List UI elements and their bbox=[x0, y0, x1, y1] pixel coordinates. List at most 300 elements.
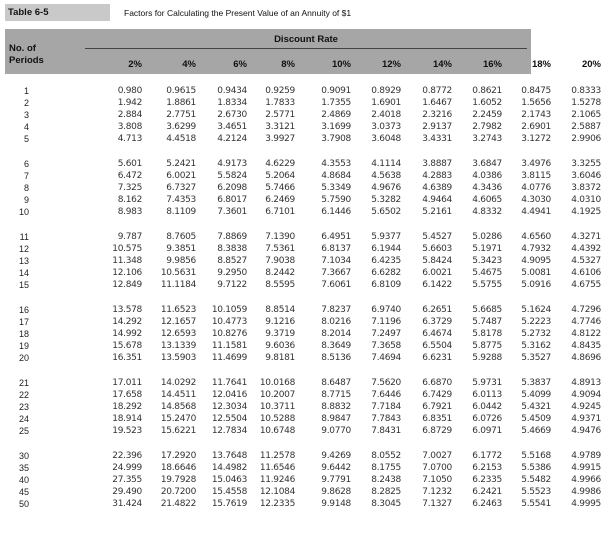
value-cell: 9.8181 bbox=[265, 353, 295, 364]
rate-header-6: 14% bbox=[432, 59, 452, 70]
period-cell: 25 bbox=[18, 426, 29, 437]
value-cell: 8.2438 bbox=[371, 475, 401, 486]
value-cell: 6.4674 bbox=[422, 329, 452, 340]
value-cell: 4.5327 bbox=[571, 256, 601, 267]
value-cell: 5.1971 bbox=[472, 244, 502, 255]
value-cell: 31.424 bbox=[112, 499, 142, 510]
period-cell: 35 bbox=[18, 463, 29, 474]
document bbox=[5, 3, 601, 524]
value-cell: 9.3851 bbox=[166, 244, 196, 255]
value-cell: 14.0292 bbox=[160, 378, 196, 388]
value-cell: 4.7296 bbox=[571, 305, 601, 315]
value-cell: 11.4699 bbox=[211, 353, 247, 364]
value-cell: 7.0027 bbox=[422, 451, 452, 461]
value-cell: 7.8431 bbox=[371, 426, 401, 437]
value-cell: 5.6685 bbox=[472, 305, 502, 315]
period-cell: 22 bbox=[18, 390, 29, 401]
value-cell: 4.6229 bbox=[265, 159, 295, 169]
value-cell: 7.3667 bbox=[321, 268, 351, 279]
value-cell: 4.1925 bbox=[571, 207, 601, 218]
value-cell: 1.942 bbox=[117, 98, 142, 109]
value-cell: 8.162 bbox=[117, 195, 142, 206]
value-cell: 7.9038 bbox=[265, 256, 295, 267]
value-cell: 5.5482 bbox=[521, 475, 551, 486]
value-cell: 5.9731 bbox=[472, 378, 502, 388]
value-cell: 7.325 bbox=[117, 183, 142, 194]
value-cell: 4.5638 bbox=[371, 171, 401, 182]
period-cell: 45 bbox=[18, 487, 29, 498]
value-cell: 4.8332 bbox=[472, 207, 502, 218]
value-cell: 8.1755 bbox=[371, 463, 401, 474]
rate-header-3: 8% bbox=[281, 59, 295, 70]
value-cell: 11.9246 bbox=[259, 475, 295, 486]
value-cell: 17.011 bbox=[112, 378, 142, 388]
table-header bbox=[5, 29, 601, 74]
value-cell: 0.9259 bbox=[265, 86, 295, 96]
value-cell: 12.6593 bbox=[160, 329, 196, 340]
periods-header bbox=[9, 43, 44, 67]
value-cell: 12.1084 bbox=[259, 487, 295, 498]
value-cell: 5.9377 bbox=[371, 232, 401, 242]
value-cell: 7.0700 bbox=[422, 463, 452, 474]
value-cell: 3.808 bbox=[117, 122, 142, 133]
value-cell: 9.8628 bbox=[321, 487, 351, 498]
value-cell: 5.3349 bbox=[321, 183, 351, 194]
value-cell: 9.7122 bbox=[217, 280, 247, 291]
period-cell: 24 bbox=[18, 414, 29, 425]
value-cell: 5.4509 bbox=[521, 414, 551, 425]
value-cell: 11.348 bbox=[112, 256, 142, 267]
value-cell: 14.8568 bbox=[160, 402, 196, 413]
value-cell: 4.9371 bbox=[571, 414, 601, 425]
rate-header-5: 12% bbox=[381, 59, 401, 70]
value-cell: 4.4518 bbox=[166, 134, 196, 145]
value-cell: 5.0286 bbox=[472, 232, 502, 242]
value-cell: 5.0916 bbox=[521, 280, 551, 291]
value-cell: 4.6065 bbox=[472, 195, 502, 206]
value-cell: 5.2421 bbox=[166, 159, 196, 169]
value-cell: 6.2463 bbox=[472, 499, 502, 510]
value-cell: 4.2883 bbox=[422, 171, 452, 182]
value-cell: 4.8435 bbox=[571, 341, 601, 352]
value-cell: 8.5595 bbox=[265, 280, 295, 291]
value-cell: 4.7746 bbox=[571, 317, 601, 328]
value-cell: 15.7619 bbox=[211, 499, 247, 510]
value-cell: 4.8684 bbox=[321, 171, 351, 182]
value-cell: 4.9173 bbox=[217, 159, 247, 169]
value-cell: 3.6048 bbox=[371, 134, 401, 145]
period-cell: 15 bbox=[18, 280, 29, 291]
value-cell: 2.6901 bbox=[521, 122, 551, 133]
value-cell: 0.8772 bbox=[422, 86, 452, 96]
period-cell: 14 bbox=[18, 268, 29, 279]
value-cell: 4.6106 bbox=[571, 268, 601, 279]
value-cell: 4.4941 bbox=[521, 207, 551, 218]
value-cell: 3.3255 bbox=[571, 159, 601, 169]
period-cell: 8 bbox=[23, 183, 29, 194]
value-cell: 6.0442 bbox=[472, 402, 502, 413]
value-cell: 15.4558 bbox=[211, 487, 247, 498]
value-cell: 5.4099 bbox=[521, 390, 551, 401]
value-cell: 7.5361 bbox=[265, 244, 295, 255]
title-row bbox=[5, 3, 531, 22]
value-cell: 1.7833 bbox=[265, 98, 295, 109]
period-cell: 2 bbox=[23, 98, 29, 109]
value-cell: 13.7648 bbox=[211, 451, 247, 461]
value-cell: 5.601 bbox=[117, 159, 142, 169]
value-cell: 3.2743 bbox=[472, 134, 502, 145]
value-cell: 0.9615 bbox=[166, 86, 196, 96]
value-cell: 6.2335 bbox=[472, 475, 502, 486]
value-cell: 6.8017 bbox=[217, 195, 247, 206]
value-cell: 7.1327 bbox=[422, 499, 452, 510]
value-cell: 4.6389 bbox=[422, 183, 452, 194]
value-cell: 7.7184 bbox=[371, 402, 401, 413]
value-cell: 8.2014 bbox=[321, 329, 351, 340]
value-cell: 4.8696 bbox=[571, 353, 601, 364]
value-cell: 7.8869 bbox=[217, 232, 247, 242]
value-cell: 4.9915 bbox=[571, 463, 601, 474]
value-cell: 6.8351 bbox=[422, 414, 452, 425]
value-cell: 8.5136 bbox=[321, 353, 351, 364]
value-cell: 2.5887 bbox=[571, 122, 601, 133]
value-cell: 11.7641 bbox=[211, 378, 247, 388]
value-cell: 5.8775 bbox=[472, 341, 502, 352]
value-cell: 2.3216 bbox=[422, 110, 452, 121]
value-cell: 4.3030 bbox=[521, 195, 551, 206]
value-cell: 3.6847 bbox=[472, 159, 502, 169]
value-cell: 6.2098 bbox=[217, 183, 247, 194]
value-cell: 7.1050 bbox=[422, 475, 452, 486]
value-cell: 11.1184 bbox=[160, 280, 196, 291]
value-cell: 6.1772 bbox=[472, 451, 502, 461]
value-cell: 6.7101 bbox=[265, 207, 295, 218]
value-cell: 24.999 bbox=[112, 463, 142, 474]
value-cell: 4.1114 bbox=[371, 159, 401, 169]
value-cell: 9.787 bbox=[117, 232, 142, 242]
value-cell: 1.8861 bbox=[166, 98, 196, 109]
value-cell: 5.3282 bbox=[371, 195, 401, 206]
value-cell: 4.8913 bbox=[571, 378, 601, 388]
value-cell: 5.2732 bbox=[521, 329, 551, 340]
value-cell: 6.8109 bbox=[371, 280, 401, 291]
value-cell: 2.7982 bbox=[472, 122, 502, 133]
value-cell: 2.2459 bbox=[472, 110, 502, 121]
value-cell: 18.292 bbox=[112, 402, 142, 413]
value-cell: 13.5903 bbox=[160, 353, 196, 364]
value-cell: 6.2651 bbox=[422, 305, 452, 315]
period-cell: 20 bbox=[18, 353, 29, 364]
value-cell: 4.9676 bbox=[371, 183, 401, 194]
value-cell: 6.1422 bbox=[422, 280, 452, 291]
value-cell: 5.3162 bbox=[521, 341, 551, 352]
value-cell: 21.4822 bbox=[160, 499, 196, 510]
value-cell: 17.658 bbox=[112, 390, 142, 401]
value-cell: 10.0168 bbox=[259, 378, 295, 388]
value-cell: 19.523 bbox=[112, 426, 142, 437]
value-cell: 3.8115 bbox=[521, 171, 551, 182]
value-cell: 6.6870 bbox=[422, 378, 452, 388]
value-cell: 15.2470 bbox=[160, 414, 196, 425]
period-cell: 50 bbox=[18, 499, 29, 510]
value-cell: 12.849 bbox=[112, 280, 142, 291]
value-cell: 3.3121 bbox=[265, 122, 295, 133]
value-cell: 7.5620 bbox=[371, 378, 401, 388]
rate-header-7: 16% bbox=[482, 59, 502, 70]
value-cell: 2.9137 bbox=[422, 122, 452, 133]
period-cell: 16 bbox=[18, 305, 29, 315]
value-cell: 9.0770 bbox=[321, 426, 351, 437]
value-cell: 9.6442 bbox=[321, 463, 351, 474]
value-cell: 8.6487 bbox=[321, 378, 351, 388]
value-cell: 5.5168 bbox=[521, 451, 551, 461]
value-cell: 6.5504 bbox=[422, 341, 452, 352]
value-cell: 11.6546 bbox=[259, 463, 295, 474]
value-cell: 10.4773 bbox=[211, 317, 247, 328]
value-cell: 5.4675 bbox=[472, 268, 502, 279]
value-cell: 11.2578 bbox=[259, 451, 295, 461]
value-cell: 5.7590 bbox=[321, 195, 351, 206]
value-cell: 0.9091 bbox=[321, 86, 351, 96]
value-cell: 5.8424 bbox=[422, 256, 452, 267]
rate-header-4: 10% bbox=[331, 59, 351, 70]
value-cell: 10.6748 bbox=[259, 426, 295, 437]
value-cell: 22.396 bbox=[112, 451, 142, 461]
period-cell: 17 bbox=[18, 317, 29, 328]
value-cell: 3.8887 bbox=[422, 159, 452, 169]
value-cell: 6.7327 bbox=[166, 183, 196, 194]
value-cell: 4.0386 bbox=[472, 171, 502, 182]
value-cell: 5.4321 bbox=[521, 402, 551, 413]
value-cell: 5.2223 bbox=[521, 317, 551, 328]
value-cell: 5.2064 bbox=[265, 171, 295, 182]
value-cell: 8.7605 bbox=[166, 232, 196, 242]
value-cell: 18.6646 bbox=[160, 463, 196, 474]
value-cell: 3.4651 bbox=[217, 122, 247, 133]
periods-header-line-2: Periods bbox=[9, 55, 44, 66]
value-cell: 8.8514 bbox=[265, 305, 295, 315]
value-cell: 6.0726 bbox=[472, 414, 502, 425]
value-cell: 9.9856 bbox=[166, 256, 196, 267]
value-cell: 2.6730 bbox=[217, 110, 247, 121]
value-cell: 11.6523 bbox=[160, 305, 196, 315]
value-cell: 8.8832 bbox=[321, 402, 351, 413]
rate-header-8: 18% bbox=[531, 59, 551, 70]
value-cell: 7.8237 bbox=[321, 305, 351, 315]
table-title: Factors for Calculating the Present Value of an Annuity of $1 bbox=[124, 7, 352, 18]
value-cell: 0.8929 bbox=[371, 86, 401, 96]
period-cell: 13 bbox=[18, 256, 29, 267]
value-cell: 5.9288 bbox=[472, 353, 502, 364]
value-cell: 8.3649 bbox=[321, 341, 351, 352]
value-cell: 4.9789 bbox=[571, 451, 601, 461]
value-cell: 9.7791 bbox=[321, 475, 351, 486]
value-cell: 4.9464 bbox=[422, 195, 452, 206]
period-cell: 21 bbox=[18, 378, 29, 388]
value-cell: 6.6231 bbox=[422, 353, 452, 364]
value-cell: 6.8137 bbox=[321, 244, 351, 255]
period-cell: 3 bbox=[23, 110, 29, 121]
value-cell: 13.578 bbox=[112, 305, 142, 315]
value-cell: 4.3553 bbox=[321, 159, 351, 169]
value-cell: 5.5824 bbox=[217, 171, 247, 182]
value-cell: 3.1272 bbox=[521, 134, 551, 145]
value-cell: 0.8333 bbox=[571, 86, 601, 96]
value-cell: 6.3729 bbox=[422, 317, 452, 328]
period-cell: 18 bbox=[18, 329, 29, 340]
value-cell: 6.4951 bbox=[321, 232, 351, 242]
value-cell: 4.0776 bbox=[521, 183, 551, 194]
value-cell: 4.9095 bbox=[521, 256, 551, 267]
value-cell: 3.9927 bbox=[265, 134, 295, 145]
value-cell: 5.8178 bbox=[472, 329, 502, 340]
value-cell: 10.2007 bbox=[259, 390, 295, 401]
value-cell: 2.9906 bbox=[571, 134, 601, 145]
period-cell: 40 bbox=[18, 475, 29, 486]
value-cell: 7.7843 bbox=[371, 414, 401, 425]
value-cell: 6.8729 bbox=[422, 426, 452, 437]
period-cell: 7 bbox=[23, 171, 29, 182]
value-cell: 10.1059 bbox=[211, 305, 247, 315]
value-cell: 15.0463 bbox=[211, 475, 247, 486]
value-cell: 5.3527 bbox=[521, 353, 551, 364]
value-cell: 7.1390 bbox=[265, 232, 295, 242]
value-cell: 5.7487 bbox=[472, 317, 502, 328]
period-cell: 12 bbox=[18, 244, 29, 255]
value-cell: 4.6755 bbox=[571, 280, 601, 291]
value-cell: 2.1743 bbox=[521, 110, 551, 121]
value-cell: 7.3658 bbox=[371, 341, 401, 352]
value-cell: 0.8475 bbox=[521, 86, 551, 96]
value-cell: 7.1034 bbox=[321, 256, 351, 267]
value-cell: 6.1944 bbox=[371, 244, 401, 255]
value-cell: 12.5504 bbox=[211, 414, 247, 425]
value-cell: 5.3423 bbox=[472, 256, 502, 267]
value-cell: 4.3436 bbox=[472, 183, 502, 194]
value-cell: 2.884 bbox=[117, 110, 142, 121]
value-cell: 8.2442 bbox=[265, 268, 295, 279]
value-cell: 4.9966 bbox=[571, 475, 601, 486]
value-cell: 1.5656 bbox=[521, 98, 551, 109]
value-cell: 5.5541 bbox=[521, 499, 551, 510]
value-cell: 1.8334 bbox=[217, 98, 247, 109]
value-cell: 5.3837 bbox=[521, 378, 551, 388]
value-cell: 3.8372 bbox=[571, 183, 601, 194]
value-cell: 6.1446 bbox=[321, 207, 351, 218]
value-cell: 4.9094 bbox=[571, 390, 601, 401]
value-cell: 16.351 bbox=[112, 353, 142, 364]
value-cell: 5.7466 bbox=[265, 183, 295, 194]
period-cell: 4 bbox=[23, 122, 29, 133]
value-cell: 7.6446 bbox=[371, 390, 401, 401]
value-cell: 12.0416 bbox=[211, 390, 247, 401]
value-cell: 12.3034 bbox=[211, 402, 247, 413]
value-cell: 2.4018 bbox=[371, 110, 401, 121]
rate-header-9: 20% bbox=[581, 59, 601, 70]
value-cell: 1.7355 bbox=[321, 98, 351, 109]
value-cell: 6.7921 bbox=[422, 402, 452, 413]
value-cell: 5.5523 bbox=[521, 487, 551, 498]
value-cell: 9.1216 bbox=[265, 317, 295, 328]
value-cell: 15.678 bbox=[112, 341, 142, 352]
value-cell: 7.2497 bbox=[371, 329, 401, 340]
value-cell: 4.9986 bbox=[571, 487, 601, 498]
value-cell: 9.9148 bbox=[321, 499, 351, 510]
value-cell: 1.6467 bbox=[422, 98, 452, 109]
value-cell: 7.1196 bbox=[371, 317, 401, 328]
value-cell: 4.8122 bbox=[571, 329, 601, 340]
value-cell: 8.0552 bbox=[371, 451, 401, 461]
value-cell: 4.6560 bbox=[521, 232, 551, 242]
value-cell: 0.9434 bbox=[217, 86, 247, 96]
period-cell: 5 bbox=[23, 134, 29, 145]
value-cell: 4.9995 bbox=[571, 499, 601, 510]
value-cell: 8.8527 bbox=[217, 256, 247, 267]
value-cell: 20.7200 bbox=[160, 487, 196, 498]
value-cell: 2.5771 bbox=[265, 110, 295, 121]
value-cell: 3.4331 bbox=[422, 134, 452, 145]
value-cell: 8.3838 bbox=[217, 244, 247, 255]
value-cell: 4.9245 bbox=[571, 402, 601, 413]
value-cell: 6.2469 bbox=[265, 195, 295, 206]
value-cell: 12.7834 bbox=[211, 426, 247, 437]
value-cell: 3.4976 bbox=[521, 159, 551, 169]
value-cell: 6.7429 bbox=[422, 390, 452, 401]
value-cell: 10.3711 bbox=[259, 402, 295, 413]
value-cell: 8.9847 bbox=[321, 414, 351, 425]
value-cell: 5.4669 bbox=[521, 426, 551, 437]
value-cell: 29.490 bbox=[112, 487, 142, 498]
value-cell: 6.0021 bbox=[166, 171, 196, 182]
value-cell: 4.9476 bbox=[571, 426, 601, 437]
value-cell: 12.2335 bbox=[259, 499, 295, 510]
value-cell: 1.6052 bbox=[472, 98, 502, 109]
period-cell: 11 bbox=[19, 232, 29, 242]
discount-rate-header: Discount Rate bbox=[85, 34, 527, 49]
value-cell: 6.472 bbox=[117, 171, 142, 182]
value-cell: 1.6901 bbox=[371, 98, 401, 109]
value-cell: 8.983 bbox=[117, 207, 142, 218]
value-cell: 0.980 bbox=[117, 86, 142, 96]
value-cell: 6.6282 bbox=[371, 268, 401, 279]
value-cell: 4.2124 bbox=[217, 134, 247, 145]
value-cell: 4.713 bbox=[117, 134, 142, 145]
value-cell: 10.8276 bbox=[211, 329, 247, 340]
value-cell: 10.5288 bbox=[259, 414, 295, 425]
table-label: Table 6-5 bbox=[5, 4, 110, 21]
value-cell: 1.5278 bbox=[571, 98, 601, 109]
period-cell: 9 bbox=[23, 195, 29, 206]
value-cell: 9.6036 bbox=[265, 341, 295, 352]
value-cell: 10.575 bbox=[112, 244, 142, 255]
value-cell: 7.4353 bbox=[166, 195, 196, 206]
value-cell: 2.4869 bbox=[321, 110, 351, 121]
value-cell: 12.1657 bbox=[160, 317, 196, 328]
value-cell: 6.0113 bbox=[472, 390, 502, 401]
value-cell: 18.914 bbox=[112, 414, 142, 425]
period-cell: 1 bbox=[23, 86, 29, 96]
value-cell: 13.1339 bbox=[160, 341, 196, 352]
period-cell: 23 bbox=[18, 402, 29, 413]
value-cell: 5.4527 bbox=[422, 232, 452, 242]
value-cell: 3.7908 bbox=[321, 134, 351, 145]
value-cell: 8.2825 bbox=[371, 487, 401, 498]
value-cell: 4.7932 bbox=[521, 244, 551, 255]
value-cell: 5.2161 bbox=[422, 207, 452, 218]
value-cell: 11.1581 bbox=[211, 341, 247, 352]
value-cell: 5.6502 bbox=[371, 207, 401, 218]
value-cell: 14.992 bbox=[112, 329, 142, 340]
